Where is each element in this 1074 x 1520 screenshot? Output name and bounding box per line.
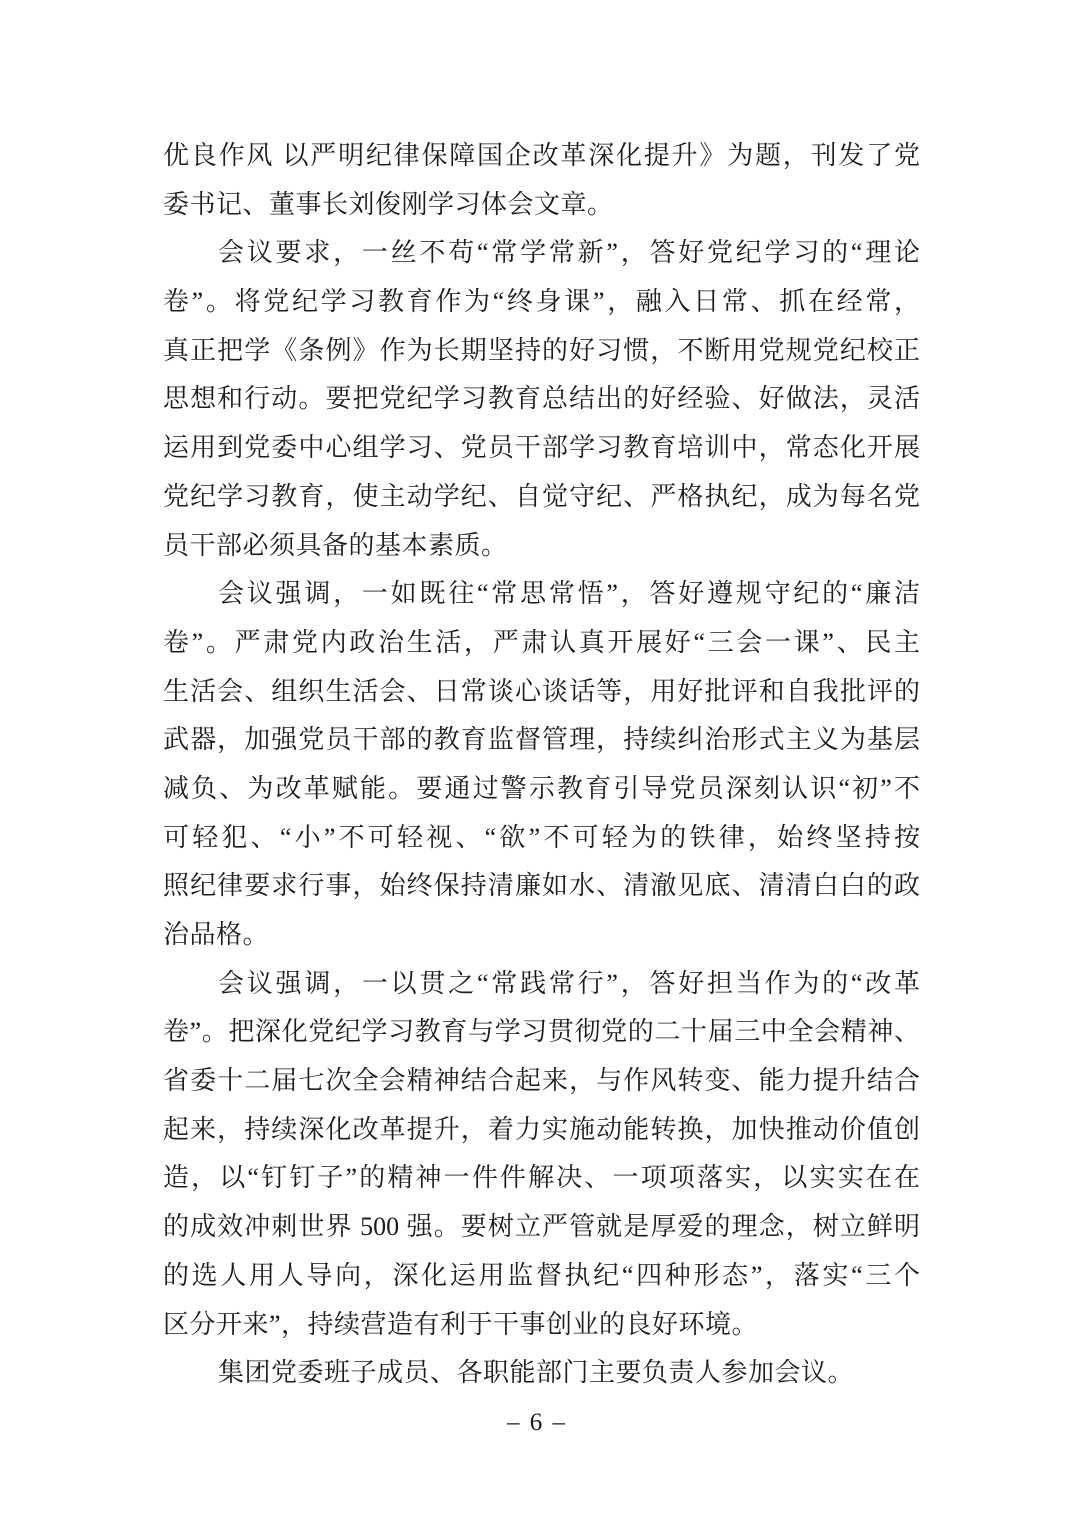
text-line: 卷”。把深化党纪学习教育与学习贯彻党的二十届三中全会精神、 [163,1017,920,1047]
text-line: 武器，加强党员干部的教育监督管理，持续纠治形式主义为基层 [163,725,920,755]
text-line: 治品格。 [163,920,270,949]
text-line: 的成效冲刺世界 500 强。要树立严管就是厚爱的理念，树立鲜明 [163,1212,920,1242]
page-number: – 6 – [507,1409,567,1436]
text-line: 集团党委班子成员、各职能部门主要负责人参加会议。 [218,1358,855,1388]
text-line: 运用到党委中心组学习、党员干部学习教育培训中，常态化开展 [163,433,920,463]
text-line: 党纪学习教育，使主动学纪、自觉守纪、严格执纪，成为每名党 [163,481,920,511]
text-line: 会议要求，一丝不苟“常学常新”，答好党纪学习的“理论 [218,238,920,268]
text-line: 员干部必须具备的基本素质。 [163,530,508,560]
text-line: 生活会、组织生活会、日常谈心谈话等，用好批评和自我批评的 [163,676,920,706]
text-line: 造，以“钉钉子”的精神一件件解决、一项项落实，以实实在在 [163,1163,920,1193]
text-line: 会议强调，一以贯之“常践常行”，答好担当作为的“改革 [218,968,920,998]
text-line: 卷”。严肃党内政治生活，严肃认真开展好“三会一课”、民主 [163,627,920,657]
text-line: 区分开来”，持续营造有利于干事创业的良好环境。 [163,1309,759,1339]
text-line: 会议强调，一如既往“常思常悟”，答好遵规守纪的“廉洁 [218,579,920,609]
text-line: 委书记、董事长刘俊刚学习体会文章。 [163,189,614,219]
text-line: 的选人用人导向，深化运用监督执纪“四种形态”，落实“三个 [163,1260,920,1290]
text-line: 减负、为改革赋能。要通过警示教育引导党员深刻认识“初”不 [163,773,920,803]
text-line: 照纪律要求行事，始终保持清廉如水、清澈见底、清清白白的政 [163,871,920,901]
document-body [163,132,920,1398]
text-line: 起来，持续深化改革提升，着力实施动能转换，加快推动价值创 [163,1114,920,1144]
text-line: 优良作风 以严明纪律保障国企改革深化提升》为题，刊发了党 [163,141,920,170]
text-line: 卷”。将党纪学习教育作为“终身课”，融入日常、抓在经常， [163,287,920,317]
text-line: 思想和行动。要把党纪学习教育总结出的好经验、好做法，灵活 [163,384,920,414]
text-line: 可轻犯、“小”不可轻视、“欲”不可轻为的铁律，始终坚持按 [163,822,920,852]
text-line: 省委十二届七次全会精神结合起来，与作风转变、能力提升结合 [163,1066,920,1096]
text-line: 真正把学《条例》作为长期坚持的好习惯，不断用党规党纪校正 [163,335,920,365]
